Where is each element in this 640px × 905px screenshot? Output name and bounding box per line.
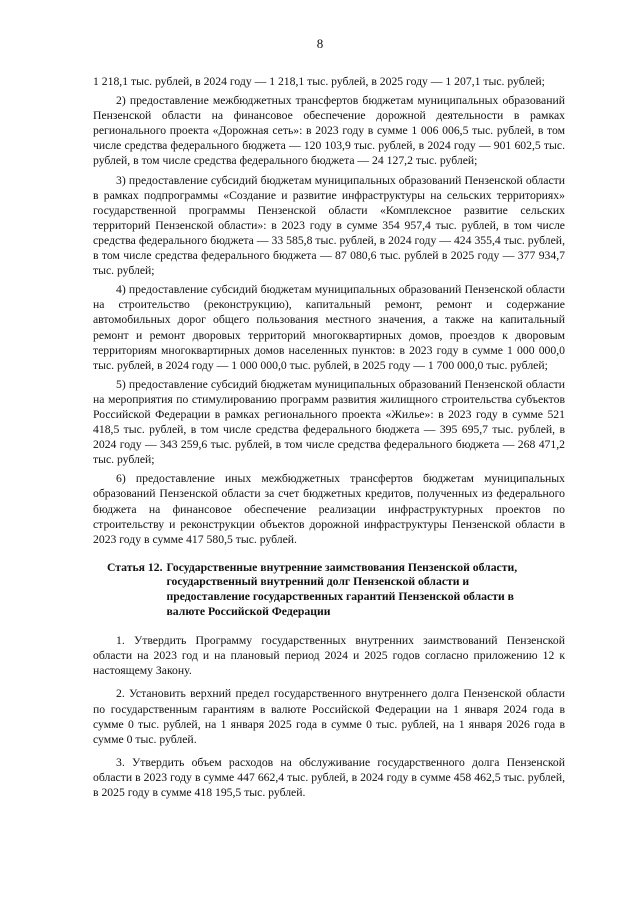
article-title-line: валюте Российской Федерации bbox=[166, 604, 331, 618]
paragraph-item-3: 3) предоставление субсидий бюджетам муниципальных образований Пензенской области в рамках подпрограммы «Создание и развитие инфраструктуры на сельских территориях» государственной программы Пензенской области «Комплексное развитие сельских территорий Пензенской области»: в 2023 году в сумме 354 957,4 тыс. рублей, в том числе средства федерального бюджета — 33 585,8 тыс. рублей, в 2024 году — 424 355,4 тыс. рублей, в том числе средства федерального бюджета — 87 080,6 тыс. рублей в 2025 году — 377 934,7 тыс. рублей; bbox=[93, 173, 565, 278]
page-content bbox=[93, 74, 565, 800]
article-title-line: предоставление государственных гарантий Пензенской области в bbox=[166, 590, 514, 603]
article-paragraph-2: 2. Установить верхний предел государственного внутреннего долга Пензенской области по государственным гарантиям в валюте Российской Федерации на 1 января 2024 года в сумме 0 тыс. рублей, на 1 января 2025 года в сумме 0 тыс. рублей, на 1 января 2026 года в сумме 0 тыс. рублей. bbox=[93, 687, 565, 746]
article-heading bbox=[93, 561, 565, 619]
article-label: Статья 12. bbox=[107, 560, 163, 574]
article-paragraph-1: 1. Утвердить Программу государственных внутренних заимствований Пензенской области на 2023 год и на плановый период 2024 и 2025 годов согласно приложению 12 к настоящему Закону. bbox=[93, 634, 565, 678]
paragraph-item-2: 2) предоставление межбюджетных трансфертов бюджетам муниципальных образований Пензенской области на финансовое обеспечение дорожной деятельности в рамках регионального проекта «Дорожная сеть»: в 2023 году в сумме 1 006 006,5 тыс. рублей, в том числе средства федерального бюджета — 120 103,9 тыс. рублей, в 2024 году — 901 602,5 тыс. рублей, в том числе средства федерального бюджета — 24 127,2 тыс. рублей; bbox=[93, 94, 565, 168]
article-title-line: государственный внутренний долг Пензенской области и bbox=[166, 575, 470, 589]
page-number: 8 bbox=[316, 36, 324, 51]
article-title bbox=[163, 561, 518, 619]
paragraph-item-5: 5) предоставление субсидий бюджетам муниципальных образований Пензенской области на мероприятия по стимулированию программ развития жилищного строительства субъектов Российской Федерации в рамках регионального проекта «Жилье»: в 2023 году в сумме 521 418,5 тыс. рублей, в том числе средства федерального бюджета — 395 695,7 тыс. рублей, в 2024 году — 343 259,6 тыс. рублей, в том числе средства федерального бюджета — 268 471,2 тыс. рублей; bbox=[93, 377, 565, 467]
article-title-line: Государственные внутренние заимствования Пензенской области, bbox=[166, 560, 518, 574]
article-paragraph-3: 3. Утвердить объем расходов на обслуживание государственного долга Пензенской области в 2023 году в сумме 447 662,4 тыс. рублей, в 2024 году в сумме 458 462,5 тыс. рублей, в 2025 году в сумме 418 195,5 тыс. рублей. bbox=[93, 755, 565, 800]
paragraph-continuation: 1 218,1 тыс. рублей, в 2024 году — 1 218,1 тыс. рублей, в 2025 году — 1 207,1 тыс. рублей; bbox=[93, 75, 545, 88]
paragraph-item-6: 6) предоставление иных межбюджетных трансфертов бюджетам муниципальных образований Пензенской области за счет бюджетных кредитов, полученных из федерального бюджета на финансовое обеспечение реализации инфраструктурных проектов по строительству и реконструкции объектов дорожной инфраструктуры Пензенской области в 2023 году в сумме 417 580,5 тыс. рублей. bbox=[93, 472, 565, 546]
paragraph-item-4: 4) предоставление субсидий бюджетам муниципальных образований Пензенской области на строительство (реконструкцию), капитальный ремонт, ремонт и содержание автомобильных дорог общего пользования местного значения, а также на капитальный ремонт и ремонт дворовых территорий многоквартирных домов, проездов к дворовым территориям многоквартирных домов населенных пунктов: в 2023 году в сумме 1 000 000,0 тыс. рублей, в 2024 году — 1 000 000,0 тыс. рублей, в 2025 году — 1 700 000,0 тыс. рублей; bbox=[93, 283, 565, 372]
